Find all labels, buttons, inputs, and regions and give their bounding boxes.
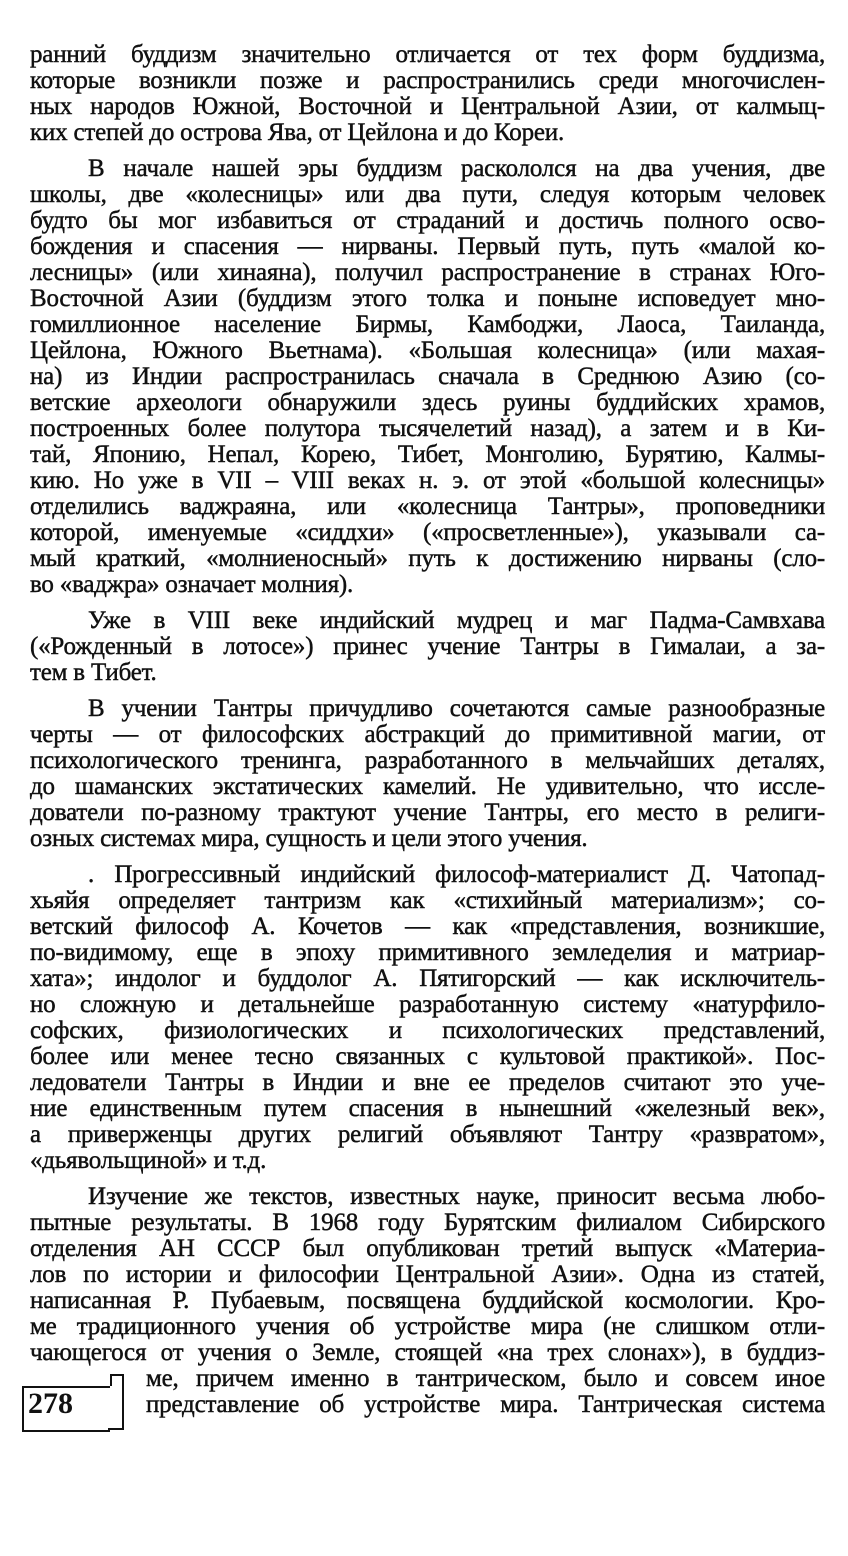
- page-number-box: [22, 1374, 130, 1430]
- text-line: представление об устройстве мира. Тантрическая система: [146, 1391, 825, 1418]
- text-line: хата»; индолог и буддолог А. Пятигорский — как исключитель-: [30, 965, 825, 992]
- text-line: ких степей до острова Ява, от Цейлона и до Кореи.: [30, 119, 565, 146]
- text-line: психологического тренинга, разработанного в мельчайших деталях,: [30, 747, 825, 774]
- page-number-frame-bottom: [108, 1428, 124, 1430]
- text-line: лов по истории и философии Центральной Азии». Одна из статей,: [30, 1261, 825, 1288]
- text-line: ме, причем именно в тантрическом, было и совсем иное: [146, 1365, 825, 1392]
- text-line: . Прогрессивный индийский философ-материалист Д. Чатопад-: [88, 861, 825, 888]
- text-line: лесницы» (или хинаяна), получил распространение в странах Юго-: [30, 259, 825, 286]
- page-number: 278: [28, 1387, 73, 1420]
- text-line: Уже в VIII веке индийский мудрец и маг Падма-Самвхава: [88, 607, 825, 634]
- text-line: во «ваджра» означает молния).: [30, 571, 354, 598]
- text-line: Изучение же текстов, известных науке, приносит весьма любо-: [88, 1183, 825, 1210]
- text-line: ледователи Тантры в Индии и вне ее пределов считают это уче-: [30, 1069, 825, 1096]
- page-number-frame-edge: [122, 1374, 124, 1430]
- text-line: ме традиционного учения об устройстве мира (не слишком отли-: [30, 1313, 825, 1340]
- page-body-text: [30, 42, 825, 1428]
- text-line: озных системах мира, сущность и цели этого учения.: [30, 825, 588, 852]
- paragraph: [30, 156, 825, 598]
- text-line: построенных более полутора тысячелетий назад), а затем и в Ки-: [30, 415, 825, 442]
- text-line: дователи по-разному трактуют учение Тантры, его место в религи-: [30, 799, 825, 826]
- text-line: софских, физиологических и психологических представлений,: [30, 1017, 825, 1044]
- page-corner-fold-edge: [110, 1374, 112, 1386]
- text-line: пытные результаты. В 1968 году Бурятским филиалом Сибирского: [30, 1209, 825, 1236]
- text-line: ных народов Южной, Восточной и Центральной Азии, от калмыц-: [30, 93, 825, 120]
- text-line: тем в Тибет.: [30, 659, 157, 686]
- paragraph: [30, 862, 825, 1174]
- text-line: хьяйя определяет тантризм как «стихийный материализм»; со-: [30, 887, 825, 914]
- paragraph: [30, 42, 825, 146]
- text-line: «дьявольщиной» и т.д.: [30, 1147, 267, 1174]
- text-line: гомиллионное население Бирмы, Камбоджи, Лаоса, Таиланда,: [30, 311, 825, 338]
- text-line: черты — от философских абстракций до примитивной магии, от: [30, 721, 825, 748]
- text-line: на) из Индии распространилась сначала в Среднюю Азию (со-: [30, 363, 825, 390]
- text-line: чающегося от учения о Земле, стоящей «на трех слонах»), в буддиз-: [30, 1339, 825, 1366]
- paragraph: [30, 696, 825, 852]
- text-line: до шаманских экстатических камелий. Не удивительно, что иссле-: [30, 773, 825, 800]
- text-line: отделились ваджраяна, или «колесница Тантры», проповедники: [30, 493, 825, 520]
- text-line: ветский философ А. Кочетов — как «представления, возникшие,: [30, 913, 825, 940]
- text-line: школы, две «колесницы» или два пути, следуя которым человек: [30, 181, 825, 208]
- text-line: но сложную и детальнейше разработанную систему «натурфило-: [30, 991, 825, 1018]
- text-line: по-видимому, еще в эпоху примитивного земледелия и матриар-: [30, 939, 825, 966]
- text-line: Цейлона, Южного Вьетнама). «Большая колесница» (или махая-: [30, 337, 825, 364]
- paragraph: [30, 608, 825, 686]
- text-line: Восточной Азии (буддизм этого толка и поныне исповедует мно-: [30, 285, 825, 312]
- text-line: более или менее тесно связанных с культовой практикой». Пос-: [30, 1043, 825, 1070]
- text-line: ветские археологи обнаружили здесь руины буддийских храмов,: [30, 389, 825, 416]
- text-line: ранний буддизм значительно отличается от тех форм буддизма,: [30, 41, 825, 68]
- text-line: ние единственным путем спасения в нынешний «железный век»,: [30, 1095, 825, 1122]
- text-line: бождения и спасения — нирваны. Первый путь, путь «малой ко-: [30, 233, 825, 260]
- text-line: будто бы мог избавиться от страданий и достичь полного осво-: [30, 207, 825, 234]
- text-line: («Рожденный в лотосе») принес учение Тантры в Гималаи, а за-: [30, 633, 825, 660]
- text-line: отделения АН СССР был опубликован третий выпуск «Материа-: [30, 1235, 825, 1262]
- text-line: а приверженцы других религий объявляют Тантру «развратом»,: [30, 1121, 825, 1148]
- text-line: написанная Р. Пубаевым, посвящена буддийской космологии. Кро-: [30, 1287, 825, 1314]
- text-line: тай, Японию, Непал, Корею, Тибет, Монголию, Бурятию, Калмы-: [30, 441, 825, 468]
- paragraph: [30, 1184, 825, 1418]
- text-line: которые возникли позже и распространились среди многочислен-: [30, 67, 825, 94]
- text-line: мый краткий, «молниеносный» путь к достижению нирваны (сло-: [30, 545, 825, 572]
- text-line: В начале нашей эры буддизм раскололся на два учения, две: [88, 155, 825, 182]
- text-line: кию. Но уже в VII – VIII веках н. э. от этой «большой колесницы»: [30, 467, 825, 494]
- text-line: которой, именуемые «сиддхи» («просветленные»), указывали са-: [30, 519, 825, 546]
- text-line: В учении Тантры причудливо сочетаются самые разнообразные: [88, 695, 825, 722]
